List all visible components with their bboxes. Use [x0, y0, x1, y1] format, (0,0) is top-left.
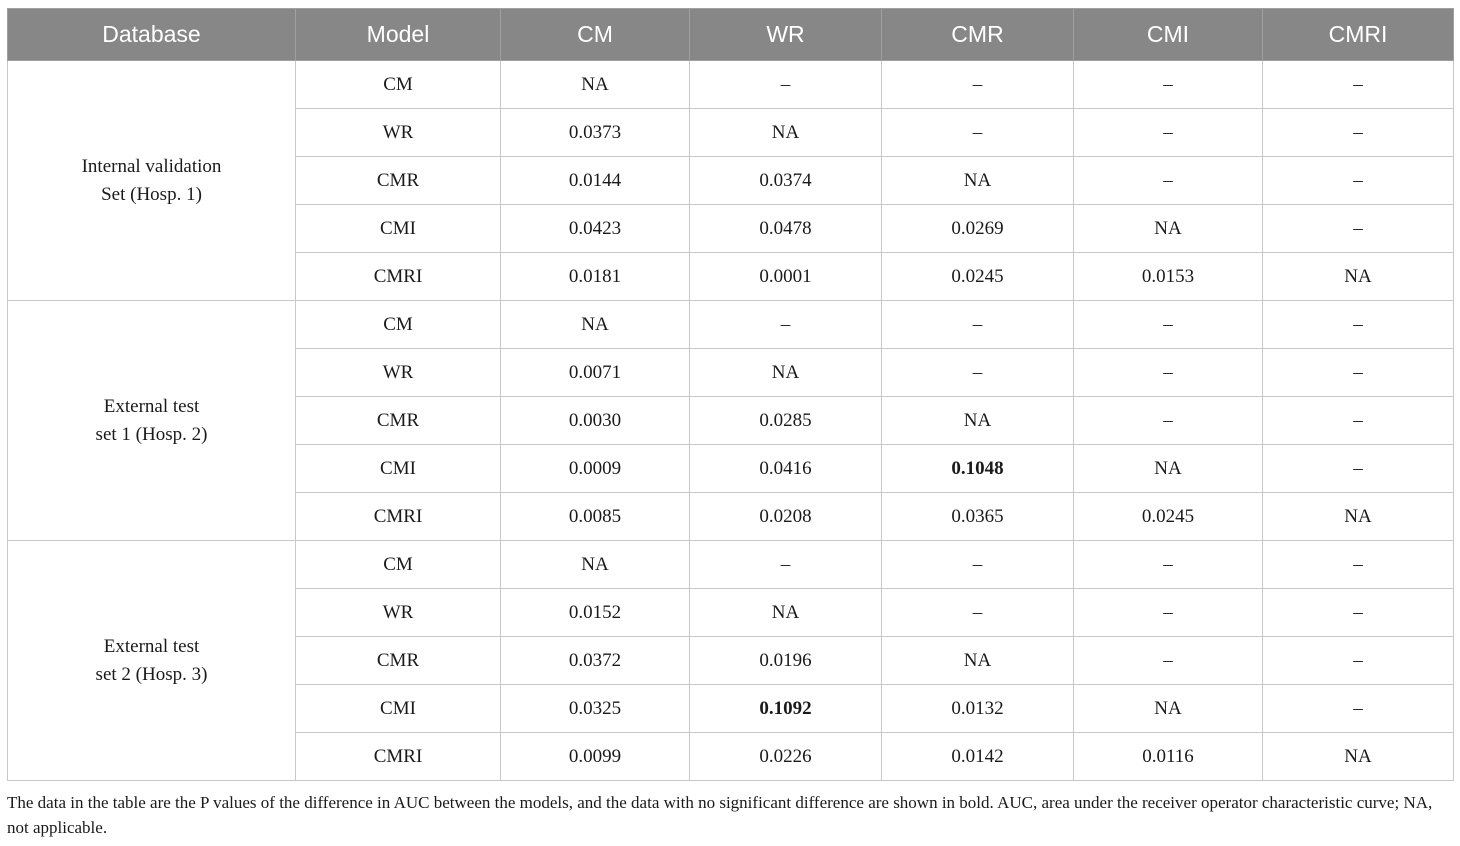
- p-value-cell: 0.0030: [501, 397, 690, 445]
- p-value-cell: 0.0181: [501, 253, 690, 301]
- database-label-line: set 1 (Hosp. 2): [95, 423, 208, 445]
- p-value-cell: 0.0001: [690, 253, 882, 301]
- p-value-cell: 0.0365: [882, 493, 1074, 541]
- header-cmr: CMR: [882, 9, 1074, 61]
- p-value-cell: 0.0144: [501, 157, 690, 205]
- p-value-cell: 0.0009: [501, 445, 690, 493]
- p-value-cell: –: [1263, 589, 1454, 637]
- p-value-cell: NA: [1074, 205, 1263, 253]
- p-value-cell: 0.0373: [501, 109, 690, 157]
- database-label-line: Set (Hosp. 1): [101, 183, 202, 205]
- model-cell: CMI: [296, 205, 501, 253]
- model-cell: CMI: [296, 685, 501, 733]
- p-value-cell: NA: [501, 541, 690, 589]
- p-value-cell: –: [882, 61, 1074, 109]
- p-value-cell: 0.0153: [1074, 253, 1263, 301]
- database-cell: [8, 301, 296, 541]
- p-value-cell: –: [882, 109, 1074, 157]
- p-value-cell: –: [1074, 61, 1263, 109]
- p-value-cell: NA: [1263, 253, 1454, 301]
- model-cell: CMR: [296, 157, 501, 205]
- header-database: Database: [8, 9, 296, 61]
- results-table-container: [7, 8, 1453, 781]
- p-value-cell: –: [1263, 109, 1454, 157]
- p-value-cell: –: [882, 349, 1074, 397]
- p-value-cell: 0.0416: [690, 445, 882, 493]
- header-wr: WR: [690, 9, 882, 61]
- table-footnote: The data in the table are the P values of the difference in AUC between the models, and the data with no significant difference are shown in bold. AUC, area under the receiver operator characteristic curve; NA, not applicable.: [7, 793, 1433, 837]
- p-value-cell: –: [690, 61, 882, 109]
- p-value-cell: 0.0325: [501, 685, 690, 733]
- model-cell: CM: [296, 301, 501, 349]
- p-value-cell: 0.0116: [1074, 733, 1263, 781]
- p-value-table: [7, 8, 1454, 781]
- p-value-cell: NA: [690, 349, 882, 397]
- p-value-cell: NA: [501, 61, 690, 109]
- p-value-cell: –: [1263, 61, 1454, 109]
- p-value-cell: –: [1263, 157, 1454, 205]
- model-cell: WR: [296, 589, 501, 637]
- p-value-cell: –: [882, 541, 1074, 589]
- p-value-cell: 0.0071: [501, 349, 690, 397]
- table-row: [8, 61, 1454, 109]
- p-value-cell: 0.0245: [1074, 493, 1263, 541]
- p-value-cell: 0.0226: [690, 733, 882, 781]
- p-value-cell: –: [690, 301, 882, 349]
- model-cell: CM: [296, 61, 501, 109]
- p-value-cell: –: [882, 589, 1074, 637]
- p-value-cell: –: [1074, 397, 1263, 445]
- p-value-cell: NA: [1263, 733, 1454, 781]
- p-value-cell: –: [1263, 637, 1454, 685]
- header-cmi: CMI: [1074, 9, 1263, 61]
- model-cell: CM: [296, 541, 501, 589]
- p-value-cell: –: [1074, 109, 1263, 157]
- p-value-cell: –: [690, 541, 882, 589]
- p-value-cell: 0.0085: [501, 493, 690, 541]
- p-value-cell: 0.1048: [882, 445, 1074, 493]
- database-label-line: Internal validation: [81, 155, 222, 177]
- p-value-cell: 0.0152: [501, 589, 690, 637]
- p-value-cell: NA: [882, 397, 1074, 445]
- p-value-cell: –: [1074, 349, 1263, 397]
- model-cell: CMR: [296, 397, 501, 445]
- header-cmri: CMRI: [1263, 9, 1454, 61]
- p-value-cell: –: [1263, 445, 1454, 493]
- p-value-cell: 0.0478: [690, 205, 882, 253]
- p-value-cell: 0.1092: [690, 685, 882, 733]
- p-value-cell: –: [1074, 157, 1263, 205]
- p-value-cell: –: [1263, 349, 1454, 397]
- table-row: [8, 301, 1454, 349]
- model-cell: CMRI: [296, 253, 501, 301]
- model-cell: WR: [296, 349, 501, 397]
- p-value-cell: –: [882, 301, 1074, 349]
- p-value-cell: 0.0269: [882, 205, 1074, 253]
- model-cell: WR: [296, 109, 501, 157]
- p-value-cell: NA: [1263, 493, 1454, 541]
- header-cm: CM: [501, 9, 690, 61]
- p-value-cell: 0.0423: [501, 205, 690, 253]
- model-cell: CMR: [296, 637, 501, 685]
- p-value-cell: 0.0245: [882, 253, 1074, 301]
- p-value-cell: –: [1263, 205, 1454, 253]
- p-value-cell: NA: [1074, 685, 1263, 733]
- p-value-cell: –: [1263, 685, 1454, 733]
- database-label-line: External test: [103, 635, 200, 657]
- model-cell: CMRI: [296, 733, 501, 781]
- database-cell: [8, 541, 296, 781]
- p-value-cell: –: [1263, 301, 1454, 349]
- database-label-line: External test: [103, 395, 200, 417]
- header-row: [8, 9, 1454, 61]
- table-body: [8, 61, 1454, 781]
- database-cell: [8, 61, 296, 301]
- p-value-cell: NA: [1074, 445, 1263, 493]
- p-value-cell: NA: [690, 589, 882, 637]
- table-row: [8, 541, 1454, 589]
- p-value-cell: –: [1074, 589, 1263, 637]
- header-model: Model: [296, 9, 501, 61]
- p-value-cell: 0.0099: [501, 733, 690, 781]
- p-value-cell: NA: [882, 637, 1074, 685]
- p-value-cell: 0.0208: [690, 493, 882, 541]
- p-value-cell: NA: [690, 109, 882, 157]
- p-value-cell: 0.0372: [501, 637, 690, 685]
- p-value-cell: 0.0374: [690, 157, 882, 205]
- p-value-cell: –: [1263, 397, 1454, 445]
- p-value-cell: –: [1074, 541, 1263, 589]
- p-value-cell: 0.0285: [690, 397, 882, 445]
- database-label-line: set 2 (Hosp. 3): [95, 663, 208, 685]
- p-value-cell: –: [1074, 637, 1263, 685]
- p-value-cell: NA: [882, 157, 1074, 205]
- p-value-cell: –: [1263, 541, 1454, 589]
- p-value-cell: 0.0132: [882, 685, 1074, 733]
- model-cell: CMRI: [296, 493, 501, 541]
- p-value-cell: 0.0196: [690, 637, 882, 685]
- p-value-cell: 0.0142: [882, 733, 1074, 781]
- p-value-cell: –: [1074, 301, 1263, 349]
- model-cell: CMI: [296, 445, 501, 493]
- p-value-cell: NA: [501, 301, 690, 349]
